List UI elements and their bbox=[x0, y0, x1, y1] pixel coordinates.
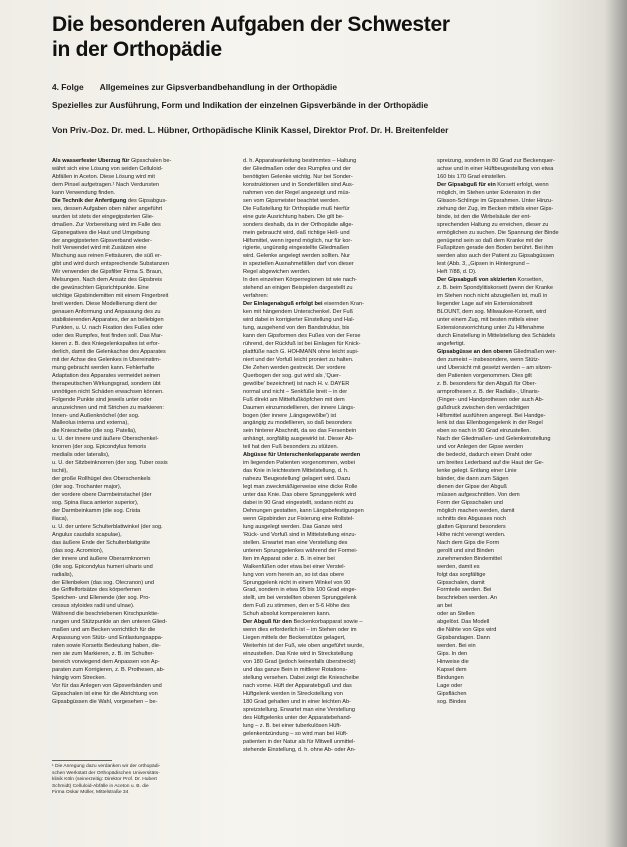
text-line: die bedeckt, dadurch einen Draht oder bbox=[437, 452, 533, 459]
text-line: Schuh absolut kompensieren kann. bbox=[243, 611, 331, 618]
text-line: glatten Gipsrand besonders bbox=[437, 523, 506, 530]
text-line: zunehmenden Bindemittel bbox=[437, 555, 502, 562]
text-line: legt man zweckmäßigerweise eine dicke Rolle bbox=[243, 484, 358, 491]
text-line: werden. Bei ein bbox=[437, 643, 476, 650]
text-line: holt Verwendet wird mit Zusätzen eine bbox=[52, 245, 147, 252]
text-line: wenn dies erforderlich ist – im Stehen oder im bbox=[243, 627, 357, 634]
text-line: binde, ist den die Wirbelsäule der ent- bbox=[437, 213, 531, 220]
text-line: Adaptation des Apparates vermeidet seinen bbox=[52, 372, 161, 379]
text-line: Heft 7/88, d. D). bbox=[437, 269, 477, 276]
text-line: sog. Bindes bbox=[437, 698, 467, 705]
footnote-line: schen Werkstatt der Orthopädischen Universitäts- bbox=[52, 770, 160, 776]
text-line: unnötigen nicht Schäden erwachsen können. bbox=[52, 388, 164, 395]
text-line: Hinweise die bbox=[437, 659, 469, 666]
text-line: maßen und am Becken vorrichtlich für die bbox=[52, 627, 156, 634]
text-line: die Nähte von Gips wird bbox=[437, 627, 497, 634]
text-line: wird dabei in korrigierter Einstellung und Hal- bbox=[243, 317, 355, 324]
text-line: anhängt, sorgfältig ausgewirkt ist. Dieser Ab- bbox=[243, 436, 354, 443]
text-line: genügend sein so daß dem Kranke mit der bbox=[437, 237, 543, 244]
text-line: Der Einlagenabguß erfolgt bei eisernden Kran- bbox=[243, 301, 364, 308]
footnote-line: Schmidt) Celluloid-Abfälle in Aceton u. B. die bbox=[52, 783, 149, 789]
page-edge-shadow bbox=[605, 0, 627, 847]
text-line: ses, dessen Aufgaben oben näher angeführt bbox=[52, 205, 163, 212]
text-line: der vordere obere Darmbeinstachel (der bbox=[52, 492, 152, 499]
series-part: 4. Folge bbox=[52, 82, 84, 92]
text-line: Höhe nicht verengt werden. bbox=[437, 531, 506, 538]
text-line: werden also auch der Patient zu Gipsabgüssen bbox=[437, 253, 555, 260]
text-line: sog. Spina iliaca anterior superior), bbox=[52, 499, 139, 506]
text-line: werden, damit es bbox=[437, 563, 480, 570]
text-line: sein hinterer Abschnitt, da wo das Fersenbein bbox=[243, 428, 357, 435]
text-line: Gipsabgüsse an den oberen Gliedmaßen wer- bbox=[437, 348, 557, 355]
text-line: Nach dem Gips die Form bbox=[437, 539, 500, 546]
text-line: Abfällen in Aceton. Diese Lösung wird mit bbox=[52, 173, 155, 180]
text-line: Die Technik der Anfertigung des Gipsabgus- bbox=[52, 197, 168, 204]
text-line: Weiterhin ist der Fuß, wie oben angeführt wurde, bbox=[243, 643, 364, 650]
text-column-1 bbox=[52, 158, 230, 707]
text-line: 160 bis 170 Grad einstellen. bbox=[437, 173, 507, 180]
text-line: Gips. In den bbox=[437, 651, 468, 658]
text-line: Hilfsmittel ausführen angeregt. Bei Handge- bbox=[437, 412, 546, 419]
footnote-line: ¹ Die Anregung dazu verdanken wir der orthopädi- bbox=[52, 764, 161, 769]
text-line: um breites Lederband auf die Haut der Ge- bbox=[437, 460, 544, 467]
text-line: lung von vorn herein an, so ist das obere bbox=[243, 571, 345, 578]
text-line: normal und nicht – Senkfüße breit – in der bbox=[243, 388, 348, 395]
text-line: gewölbe' bezeichnet) ist nach H. v. DAYER bbox=[243, 380, 350, 387]
text-line: und das ganze Bein in mittlerer Rotations- bbox=[243, 667, 348, 673]
text-line: Lage oder bbox=[437, 682, 463, 689]
text-line: des Hüftgelenks unter der Apparatebehand- bbox=[243, 714, 352, 721]
text-line: den zumeist – insbesondere, wenn Stütz- bbox=[437, 356, 540, 363]
text-line: Fußspitzen gerade den Boden berührt. Bei ihm bbox=[437, 245, 554, 252]
text-line: eine gute Ausrichtung haben. Die gilt be- bbox=[243, 213, 344, 220]
text-line: stehende Einstellung, d. h. ohne Ab- oder An- bbox=[243, 746, 356, 753]
text-line: stellt, um bei verstellten oberen Sprunggelenk bbox=[243, 595, 357, 602]
text-line: durch Einstellung in Mittelstellung des Schädels bbox=[437, 332, 556, 339]
text-line: dem Fuß zu stimmen, den er 5-6 Höhe des bbox=[243, 603, 350, 610]
text-line: nen sie zum Markieren, z. B. im Schulter- bbox=[52, 651, 155, 658]
text-line: benötigten Gelenke wichtig. Nur bei Sonder- bbox=[243, 173, 353, 180]
text-line: lung ausgelegt werden. Das Ganze wird bbox=[243, 523, 343, 530]
text-line: ermöglichen zu suchen. Die Spannung der Binde bbox=[437, 229, 559, 236]
text-line: radialis), bbox=[52, 571, 74, 578]
footnote-line: Firma Oskar Müller, Mittelstraße 34 bbox=[52, 790, 129, 796]
text-line: das Knie in leichtestem Mittelstellung, d. h. bbox=[243, 468, 349, 475]
text-line: wird. Gelenke angelegt werden sollten. Nur bbox=[243, 253, 350, 260]
text-line: (die sog. Epicondylus humeri ulnaris und bbox=[52, 563, 153, 570]
text-line: bereich vorwiegend dem Anpassen von Ap- bbox=[52, 659, 160, 666]
text-line: medialis oder lateralis), bbox=[52, 452, 110, 459]
text-line: Der Abguß für den Beckenkorbapparat sowie – bbox=[243, 619, 363, 626]
text-line: Folgende Punkte sind jeweils unter oder bbox=[52, 396, 152, 403]
text-line: Form der Gipsschalen und bbox=[437, 499, 503, 506]
text-line: der Darmbeinkamm (die sog. Crista bbox=[52, 507, 141, 514]
text-line: Während die beschriebenen Kirschpunktie- bbox=[52, 611, 159, 618]
text-line: rührend, der Rückfuß ist bei Einlagen für Knick- bbox=[243, 340, 361, 347]
text-line: Gipsabgüssen die Wahl, vorgesehen – be- bbox=[52, 698, 158, 705]
series-topic: Allgemeines zur Gipsverbandbehandlung in der Orthopädie bbox=[99, 82, 337, 92]
text-line: breit werden. Diese Modellierung dient der bbox=[52, 301, 158, 308]
text-line: der Gliedmaßen oder des Rumpfes und der bbox=[243, 165, 351, 172]
text-line: im Stehen noch nicht abzugießen ist, muß in bbox=[437, 293, 548, 300]
text-line: armprothesen z. B. der Radialis-, Ulnaris- bbox=[437, 388, 540, 395]
text-line: lest (Abb. 3, „Gipsen in Hintergrund – bbox=[437, 261, 530, 268]
text-line: Hilfsmittel, wenn irgend möglich, nur für kor- bbox=[243, 237, 353, 244]
text-line: Innen- und Außenknöchel (der sog. bbox=[52, 412, 140, 419]
text-line: in speziellen Ausnahmefällen darf von dieser bbox=[243, 261, 354, 268]
text-line: Liegen mittels der Beckenstütze gelagert, bbox=[243, 635, 346, 642]
text-line: sonders deshalb, da in der Orthopädie allge- bbox=[243, 221, 354, 228]
text-line: spreizstellung. Erwartet man eine Verstellung bbox=[243, 706, 355, 713]
text-line: nahezu 'Beugestellung' gelagert wird. Dazu bbox=[243, 476, 351, 483]
text-line: stellen. Erwartet man eine Verstellung des bbox=[243, 539, 348, 546]
text-line: Extensionsvorrichtung unter Zu Hilfenahme bbox=[437, 325, 545, 332]
text-line: ziehung der Zug, im Becken mittels einer Gips- bbox=[437, 205, 554, 212]
text-line: dmaßen. Zur Vorbereitung wird im Falle des bbox=[52, 221, 161, 228]
text-line: Formteile werden. Bei bbox=[437, 587, 492, 594]
text-line: den Patienten vorgenommen. Dies gilt bbox=[437, 372, 532, 379]
text-line: Fuß direkt am Mittelfußköpfchen mit dem bbox=[243, 396, 345, 403]
article-subtitle: Spezielles zur Ausführung, Form und Indikation der einzelnen Gipsverbände in der Orthopädie bbox=[52, 100, 429, 110]
text-line: 180 Grad gehalten und in einer leichten Ab- bbox=[243, 698, 351, 705]
text-line: wurden ist stets der eingegipsterten Glie- bbox=[52, 213, 154, 220]
text-line: bogen (der innere ‚Längsgewölbe') ist bbox=[243, 412, 337, 419]
text-line: teil hat den Fuß besonders zu stützen. bbox=[243, 444, 339, 451]
text-line: angängig zu modellieren, so daß besonders bbox=[243, 420, 352, 427]
text-line: bänder, die dann zum Sägen bbox=[437, 476, 509, 483]
footnote-rule bbox=[52, 760, 112, 761]
text-line: die Griffelfortsätze des körperfernen bbox=[52, 587, 142, 594]
text-line: an bei bbox=[437, 603, 453, 610]
text-line: gerollt und sind Binden bbox=[437, 547, 494, 554]
text-line: patienten in der Natur als für Mitwell unmittel- bbox=[243, 738, 356, 745]
text-line: lenke gelegt. Entlang einer Linie bbox=[437, 468, 517, 475]
text-line: Speichen- und Ellenende (der sog. Pro- bbox=[52, 595, 151, 602]
text-line: dienen der Gipse der Abguß bbox=[437, 484, 507, 491]
text-line: Wir verwenden die Gipsfilter Firma S. Braun, bbox=[52, 269, 163, 276]
text-line: Der Gipsabguß von skizierten Korsetten, bbox=[437, 277, 544, 284]
text-line: Malleolus interna und externa), bbox=[52, 420, 129, 427]
text-line: wichtige Gipsbindemitten mit einem Fingerbreit bbox=[52, 293, 169, 300]
text-line: z. B. beim Spondylitiskorsett (wenn der Kranke bbox=[437, 285, 553, 292]
text-line: (der sog. Trochanter major), bbox=[52, 484, 122, 491]
text-line: dem Pinsel aufgetragen.¹ Nach Verdunsten bbox=[52, 181, 159, 188]
text-line: u. U. der untere Schulterblattwinkel (der sog. bbox=[52, 523, 163, 530]
text-line: kieren z. B. des Kniegelenkspaltes ist erfor- bbox=[52, 340, 160, 347]
article-title-line-2: in der Orthopädie bbox=[52, 38, 222, 61]
text-line: mit der Achse des Gelenkes in Übereinstim- bbox=[52, 356, 161, 363]
text-line: Punkten, u. U. nach Fixation des Fußes oder bbox=[52, 325, 164, 332]
text-line: gelenkentzündung – so wird man bei Hüft- bbox=[243, 730, 348, 737]
text-line: 'Rück- und Vorfuß sind in Mittelstellung einzu- bbox=[243, 531, 357, 538]
text-line: der angegipsterten Gipsverband wieder- bbox=[52, 237, 152, 244]
text-line: Melsungen. Nach dem Ansatz des Gipsbreis bbox=[52, 277, 163, 284]
text-line: rigierte, ungünstig eingestellte Gliedmaßen bbox=[243, 245, 350, 252]
text-line: lten im Apparat oder z. B. in einer bei bbox=[243, 555, 335, 562]
text-line: im liegenden Patienten vorgenommen, wobei bbox=[243, 460, 355, 467]
text-line: folgt das sorgfältige bbox=[437, 571, 486, 578]
text-line: Nach der Gliedmaßen- und Gelenkeinstellung bbox=[437, 436, 551, 443]
text-line: und vor Anlegen der Gipse werden bbox=[437, 444, 524, 451]
text-line: Regel abgewichen werden. bbox=[243, 269, 311, 276]
text-line: u. U. der Sitzbeinknorren (der sog. Tuber ossis bbox=[52, 460, 168, 467]
text-line: raten sowie Korsetts Bedeutung haben, die- bbox=[52, 643, 161, 650]
text-line: konstruktionen und in Sonderfällen sind Aus- bbox=[243, 181, 354, 188]
text-line: nahmen von der Regel angezeigt und müs- bbox=[243, 189, 351, 196]
text-line: die gewünschten Gipsrichtpunkte. Eine bbox=[52, 285, 149, 292]
text-line: schnitts des Abgusses noch bbox=[437, 515, 507, 522]
text-line: paraten zum Korrigieren, z. B. Prothesen, ab- bbox=[52, 667, 165, 673]
text-line: der innere und äußere Oberarmknorren bbox=[52, 555, 150, 562]
text-line: verfahren: bbox=[243, 293, 269, 300]
text-line: cessus styloides radii und ulnae). bbox=[52, 603, 135, 610]
text-line: sprechenden Haltung zu erreichen, dieser zu bbox=[437, 221, 549, 228]
text-line: ischii), bbox=[52, 468, 68, 475]
text-line: angefertigt. bbox=[437, 340, 465, 347]
text-line: sen vom Gipsmeister beachtet werden. bbox=[243, 197, 341, 204]
text-line: (das sog. Acromion), bbox=[52, 547, 104, 554]
text-column-3 bbox=[437, 158, 627, 707]
text-line: die Kniescheibe (die sog. Patella), bbox=[52, 428, 137, 435]
text-line: unter einem Zug, mit besten mittels einer bbox=[437, 317, 539, 324]
text-line: u. U. der innere und äußere Oberschenkel- bbox=[52, 436, 159, 443]
text-line: Der Gipsabguß für ein Korsett erfolgt, wenn bbox=[437, 181, 549, 188]
text-line: stellung versehen. Dabei zeigt die Kniescheibe bbox=[243, 674, 359, 681]
text-line: Gipsflächen bbox=[437, 690, 467, 697]
text-line: Grad, sondern in etwa 95 bis 100 Grad einge- bbox=[243, 587, 357, 594]
text-line: z. B. besonders für den Abguß für Ober- bbox=[437, 380, 537, 387]
text-line: Die Fußstellung für Orthopädie muß hierfür bbox=[243, 205, 350, 212]
text-line: iliaca), bbox=[52, 515, 69, 522]
text-line: Gipsschalen, damit bbox=[437, 579, 485, 586]
text-line: Gipsnegatives die Haut und Umgebung bbox=[52, 229, 150, 236]
text-line: Bindungen bbox=[437, 674, 464, 681]
text-line: mein gebraucht wird, daß richtige Hell- und bbox=[243, 229, 350, 236]
text-line: Als wasserfester Überzug für Gipsschalen be- bbox=[52, 158, 172, 164]
text-column-2 bbox=[243, 158, 425, 754]
text-line: Gipsbandagen. Dann bbox=[437, 635, 490, 642]
text-line: lenk ist das Ellenbogengelenk in der Regel bbox=[437, 420, 543, 427]
text-line: Sprunggelenk nicht in einem Winkel von 90 bbox=[243, 579, 351, 586]
text-line: Kapsel dem bbox=[437, 667, 467, 673]
text-line: das äußere Ende der Schulterblattgräte bbox=[52, 539, 150, 546]
text-line: von 180 Grad (jedoch keinesfalls überstreckt) bbox=[243, 659, 356, 666]
text-line: der große Rollhügel des Oberschenkels bbox=[52, 476, 151, 483]
text-line: währt sich eine Lösung von seiden Celluloid- bbox=[52, 165, 163, 172]
text-line: lung – z. B. bei einer tuberkulösen Hüft- bbox=[243, 722, 342, 729]
text-line: rungen und Stützpunkte an den unteren Glied- bbox=[52, 619, 168, 626]
text-line: plattfüße nach G. HOHMANN ohne leicht supi- bbox=[243, 348, 359, 355]
text-line: möglich machen werden, damit bbox=[437, 507, 515, 514]
text-line: d. h. Apparateanleitung bestimmtes – Haltung bbox=[243, 158, 357, 164]
text-line: Gipsschalen ist eine für die Abrichtung von bbox=[52, 690, 158, 697]
text-line: oder des Rumpfes, fest finden soll. Das Mar- bbox=[52, 332, 163, 339]
text-line: stehend an einigen Beispielen dargestellt zu bbox=[243, 285, 353, 292]
text-line: In den einzelnen Körperregionen ist wie nach- bbox=[243, 277, 357, 284]
text-line: kann Verwendung finden. bbox=[52, 189, 116, 196]
text-line: Walkenfüßen oder etwa bei einer Verstel- bbox=[243, 563, 346, 570]
text-line: gibt und wird durch entsprechende Substanzen bbox=[52, 261, 169, 268]
text-line: abgelöst. Das Modell bbox=[437, 619, 490, 626]
text-line: genauen Anformung und Anpassung des zu bbox=[52, 309, 161, 316]
text-line: wenn Gipsbinden zur Fixierung eine Rollstel- bbox=[243, 515, 354, 522]
text-line: unteren Sprunggelenkes während der Formei- bbox=[243, 547, 358, 554]
text-line: Angulus caudalis scapulae), bbox=[52, 531, 122, 538]
text-line: Daumen einzumodellieren, der innere Längs- bbox=[243, 404, 355, 411]
text-line: kann den Gipsformen des Fußes von der Ferse bbox=[243, 332, 361, 339]
text-line: knorren (der sog. Epicondylus femoris bbox=[52, 444, 147, 451]
text-line: spreizung, sondern in 80 Grad zur Beckenquer- bbox=[437, 158, 555, 164]
article-title-line-1: Die besonderen Aufgaben der Schwester bbox=[52, 13, 450, 36]
text-line: oder an Stellen bbox=[437, 611, 475, 618]
text-line: achse und in einer Hüftbeugestellung von etwa bbox=[437, 165, 554, 172]
author-line: Von Priv.-Doz. Dr. med. L. Hübner, Orthopädische Klinik Kassel, Direktor Prof. Dr. H. Breitenfelder bbox=[52, 125, 449, 135]
text-line: Hüftgelenk werden in Streckstellung von bbox=[243, 690, 343, 697]
text-line: BLOUNT, dem sog. Milwaukee-Korsett, wird bbox=[437, 309, 547, 316]
text-line: nach vorne. Hüft der Apparatebguß und das bbox=[243, 682, 352, 689]
text-line: dabei in 90 Grad eingestellt, sodann nicht zu bbox=[243, 499, 354, 506]
text-line: hängig vom Strecken. bbox=[52, 674, 107, 681]
text-line: mung gebracht werden kann. Fehlerhafte bbox=[52, 364, 155, 371]
text-line: (Finger- und Handprothesen oder auch Ab- bbox=[437, 396, 544, 403]
text-line: beschrieben werden. An bbox=[437, 595, 498, 602]
text-line: tung, ausgehend von den Bandstruktur, bis bbox=[243, 325, 350, 332]
text-line: Glisson-Schlinge im Gipsrahmen. Unter Hinzu- bbox=[437, 197, 553, 204]
text-line: eben so nach in 90 Grad einzustellen. bbox=[437, 428, 531, 435]
text-line: anzuzeichnen und mit Strichen zu markieren: bbox=[52, 404, 164, 411]
text-line: müssen aufgeschnitten. Von dem bbox=[437, 492, 520, 499]
footnote bbox=[52, 764, 232, 797]
text-line: der Ellenbeken (das sog. Olecranon) und bbox=[52, 579, 154, 586]
text-line: stabilisierenden Apparates, der an beliebigen bbox=[52, 317, 164, 324]
text-line: unter das Knie. Das obere Sprunggelenk wird bbox=[243, 492, 356, 499]
text-line: einzustellen. Das Knie wird in Streckstellung bbox=[243, 651, 353, 658]
footnote-line: klinik Köln (seinerzeitig: Direktor Prof. Dr. Hubert bbox=[52, 777, 157, 783]
text-line: therapeutischen Wirkungsgrad, sondern übt bbox=[52, 380, 161, 387]
text-line: Abgüsse für Unterschenkelapparate werden bbox=[243, 452, 361, 459]
series-line bbox=[52, 82, 351, 92]
text-line: gußdruck zwischen den verdachtigen bbox=[437, 404, 530, 411]
text-line: niert und der Vorfuß leicht proniert zu halten. bbox=[243, 356, 354, 363]
text-line: liegender Lage auf ein Extensionsbrett bbox=[437, 301, 533, 308]
text-line: Die Zehen werden gestreckt. Der vordere bbox=[243, 364, 346, 371]
text-line: ken mit hängendem Unterschenkel. Der Fuß bbox=[243, 309, 354, 316]
text-line: Vor für das Anlegen von Gipsverbänden und bbox=[52, 682, 162, 689]
text-line: Querbogen der sog. gut wird als ‚'Quer- bbox=[243, 372, 341, 379]
text-line: und Übersicht mit gesetzt werden – am sitzen- bbox=[437, 364, 553, 371]
text-line: möglich, im Stehen unter Extension in der bbox=[437, 189, 541, 196]
text-line: Anpassung von Stütz- und Entlastungsappa- bbox=[52, 635, 163, 642]
text-line: derlich, damit die Gelenkachse des Apparates bbox=[52, 348, 166, 355]
text-line: Dehnungen gestatten, kann Längsbefestigungen bbox=[243, 507, 364, 514]
text-line: Mischung aus reinen Fettsäuren, die süß er- bbox=[52, 253, 162, 260]
